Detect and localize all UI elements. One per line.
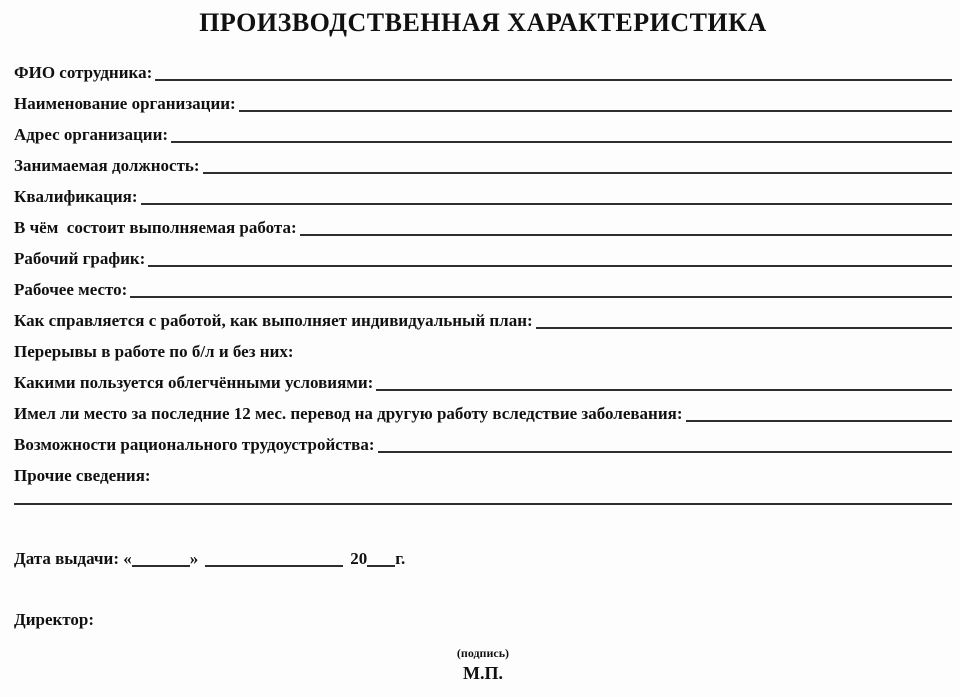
field-label: Перерывы в работе по б/л и без них: (14, 341, 294, 361)
form-field-row (14, 300, 952, 331)
form-field-row (14, 455, 952, 486)
form-field-row (14, 83, 952, 114)
field-blank-line (686, 420, 952, 422)
form-field-row (14, 114, 952, 145)
form-field-row (14, 393, 952, 424)
field-label: Какими пользуется облегчёнными условиями: (14, 372, 374, 392)
date-year-suffix: г. (395, 548, 406, 568)
director-row (14, 599, 952, 630)
field-blank-line (239, 110, 952, 112)
date-year-prefix: 20 (350, 548, 368, 568)
field-blank-line (148, 265, 952, 267)
field-label: Как справляется с работой, как выполняет индивидуальный план: (14, 310, 533, 330)
director-label: Директор: (14, 609, 95, 629)
field-label: Занимаемая должность: (14, 155, 200, 175)
form-field-row (14, 145, 952, 176)
field-blank-line (171, 141, 952, 143)
date-day-blank (132, 565, 190, 567)
field-label: В чём состоит выполняемая работа: (14, 217, 297, 237)
field-label: Адрес организации: (14, 124, 169, 144)
form-field-row (14, 52, 952, 83)
form-field-row (14, 424, 952, 455)
field-label: Рабочий график: (14, 248, 146, 268)
stamp-placeholder: М.П. (463, 663, 503, 683)
other-info-writein-line (14, 503, 952, 505)
field-label: ФИО сотрудника: (14, 62, 153, 82)
form-field-row (14, 362, 952, 393)
form-fields (14, 52, 952, 486)
field-blank-line (141, 203, 952, 205)
date-month-blank (205, 565, 343, 567)
field-blank-line (155, 79, 952, 81)
issue-date-label: Дата выдачи: « (14, 548, 132, 568)
form-field-row (14, 176, 952, 207)
field-label: Квалификация: (14, 186, 138, 206)
signature-caption: (подпись) (456, 646, 510, 660)
field-blank-line (130, 296, 952, 298)
field-label: Прочие сведения: (14, 465, 151, 485)
form-field-row (14, 207, 952, 238)
field-blank-line (300, 234, 952, 236)
form-field-row (14, 238, 952, 269)
form-field-row (14, 331, 952, 362)
field-label: Наименование организации: (14, 93, 236, 113)
date-year-blank (367, 565, 395, 567)
field-blank-line (536, 327, 952, 329)
issue-date-row (14, 538, 952, 569)
field-label: Имел ли место за последние 12 мес. перевод на другую работу вследствие заболевания: (14, 403, 683, 423)
field-blank-line (376, 389, 952, 391)
date-closing-quote: » (189, 548, 199, 568)
document-title: ПРОИЗВОДСТВЕННАЯ ХАРАКТЕРИСТИКА (199, 8, 767, 37)
field-label: Возможности рационального трудоустройства: (14, 434, 375, 454)
field-blank-line (378, 451, 952, 453)
field-label: Рабочее место: (14, 279, 128, 299)
field-blank-line (203, 172, 952, 174)
form-field-row (14, 269, 952, 300)
